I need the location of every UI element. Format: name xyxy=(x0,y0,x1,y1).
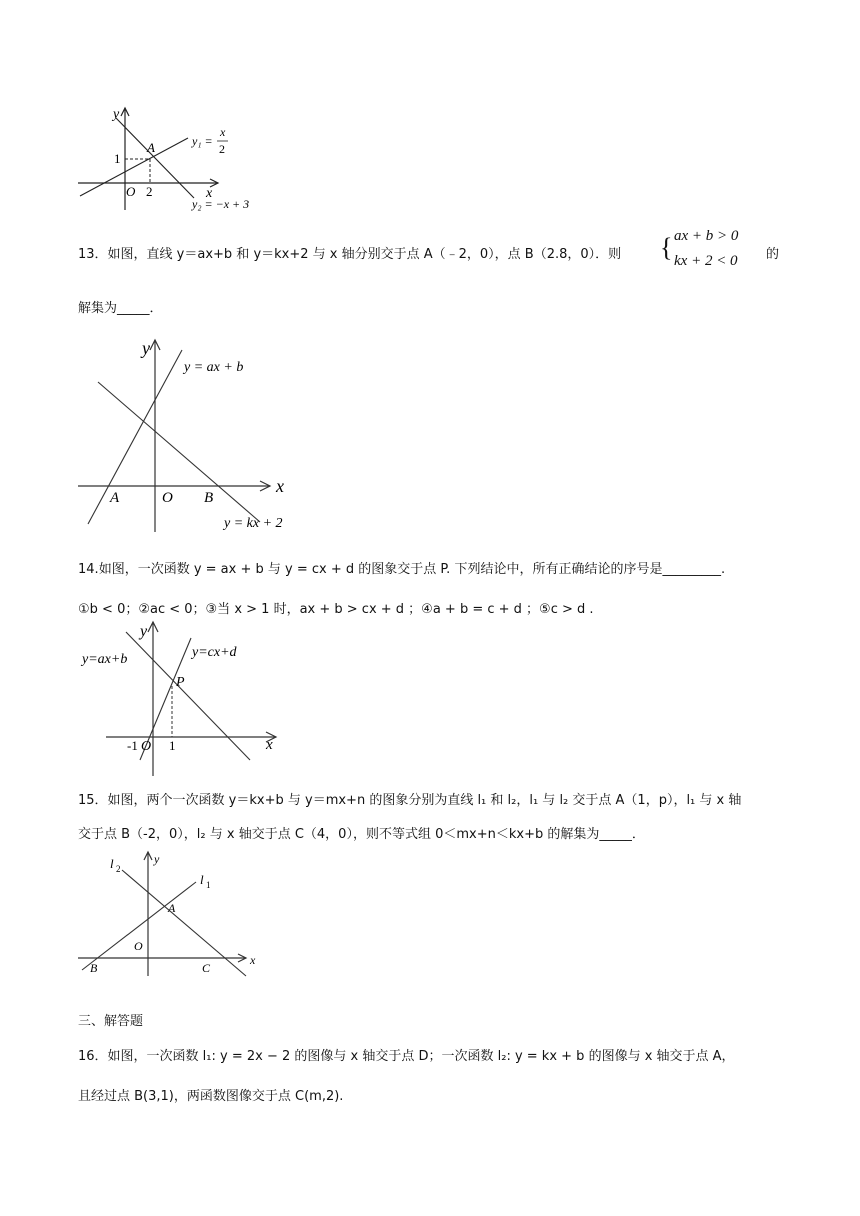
origin-label: O xyxy=(126,184,136,199)
tick-2-label: 2 xyxy=(146,184,153,199)
line-l1 xyxy=(82,882,196,970)
line-kx-2-label: y = kx + 2 xyxy=(224,516,283,531)
point-b-label: B xyxy=(204,490,214,506)
y-axis-label: y xyxy=(154,852,160,866)
q13-text xyxy=(78,243,621,262)
line-l2 xyxy=(122,870,246,976)
point-b-label: B xyxy=(90,961,98,975)
line-l2-subscript: 2 xyxy=(116,864,121,874)
line-l1-subscript: 1 xyxy=(206,880,211,890)
point-a-label: A xyxy=(147,140,155,155)
y1-denominator: 2 xyxy=(219,142,225,156)
tick-neg1-label: -1 xyxy=(127,738,138,753)
q16-line2: 且经过点 B(3,1)，两函数图像交于点 C(m,2). xyxy=(78,1089,344,1104)
x-axis-label: x xyxy=(206,186,213,201)
figure-q13 xyxy=(74,336,304,536)
point-a-label: A xyxy=(110,490,120,506)
point-p-label: P xyxy=(176,675,185,690)
line-ax-b-label: y = ax + b xyxy=(184,360,244,375)
q13-number: 13． xyxy=(78,247,108,262)
figure-q15 xyxy=(76,848,266,980)
q13-line2: 解集为_____． xyxy=(78,301,163,316)
q15-line1: 15．如图，两个一次函数 y＝kx+b 与 y＝mx+n 的图象分别为直线 l₁ 和 l₂，l₁ 与 l₂ 交于点 A（1，p），l₁ 与 x 轴 xyxy=(78,793,742,808)
y1-label: y₁ = xyxy=(192,134,213,148)
y-axis-label: y xyxy=(142,338,150,358)
point-c-label: C xyxy=(202,961,211,975)
q13-system-brace: { xyxy=(660,233,673,262)
origin-label: O xyxy=(134,939,143,953)
section-title: 三、解答题 xyxy=(78,1014,144,1029)
figure-q14 xyxy=(78,618,288,780)
y-axis-label: y xyxy=(113,107,120,122)
origin-label: O xyxy=(141,739,152,754)
point-a-label: A xyxy=(168,901,176,915)
x-axis-label: x xyxy=(276,476,284,496)
q14-number: 14. xyxy=(78,562,99,577)
figure-q12 xyxy=(70,100,270,212)
q13-ineq-1: ax + b > 0 xyxy=(674,228,739,244)
tick-1-label: 1 xyxy=(169,738,176,753)
y2-label: y₂ = −x + 3 xyxy=(192,197,250,211)
q13-stem: 如图，直线 y＝ax+b 和 y＝kx+2 与 x 轴分别交于点 A（﹣2，0），点 B（2.8，0）．则 xyxy=(107,247,622,262)
line-kx-2 xyxy=(98,382,260,522)
y1-numerator: x xyxy=(220,125,226,139)
q13-ineq-2: kx + 2 < 0 xyxy=(674,253,738,269)
y-axis-label: y xyxy=(140,623,148,640)
q14-options: ①b < 0；②ac < 0；③当 x > 1 时，ax + b > cx + d ；④a + b = c + d ；⑤c > d . xyxy=(78,602,594,617)
origin-label: O xyxy=(162,490,173,506)
q14-stem: 如图，一次函数 y = ax + b 与 y = cx + d 的图象交于点 P. 下列结论中，所有正确结论的序号是_________. xyxy=(98,562,726,577)
line-ax-b-label: y=ax+b xyxy=(82,652,128,667)
q14-text xyxy=(78,558,725,577)
q15-line2: 交于点 B（-2，0），l₂ 与 x 轴交于点 C（4，0），则不等式组 0＜mx+n＜kx+b 的解集为_____． xyxy=(78,827,645,842)
line-l1-label: l xyxy=(200,872,204,887)
line-cx-d-label: y=cx+d xyxy=(192,645,237,660)
x-axis-label: x xyxy=(266,737,273,753)
q16-line1: 16．如图，一次函数 l₁: y = 2x − 2 的图像与 x 轴交于点 D；一次函数 l₂: y = kx + b 的图像与 x 轴交于点 A， xyxy=(78,1049,735,1064)
line-l2-label: l xyxy=(110,856,114,871)
q13-tail: 的 xyxy=(766,247,780,262)
tick-1-label: 1 xyxy=(114,151,121,166)
x-axis-label: x xyxy=(250,953,256,967)
